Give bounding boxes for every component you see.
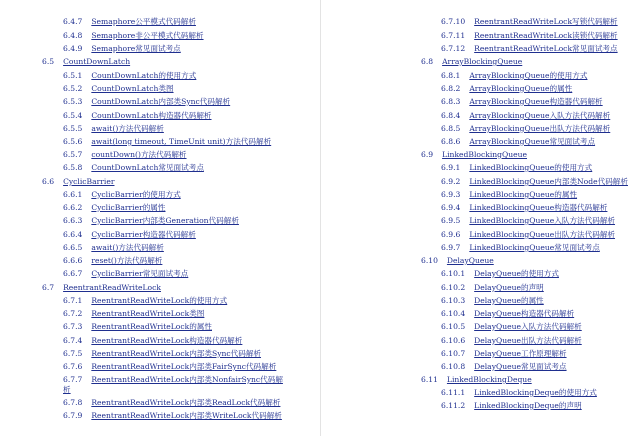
toc-entry-6-6-7[interactable]: 6.6.7 CyclicBarrier常见面试考点	[63, 269, 189, 278]
toc-entry-6-10-6[interactable]: 6.10.6 DelayQueue出队方法代码解析	[441, 336, 582, 345]
toc-entry-6-7-5[interactable]: 6.7.5 ReentrantReadWriteLock内部类Sync代码解析	[63, 349, 262, 358]
toc-entry-6-9-2[interactable]: 6.9.2 LinkedBlockingQueue内部类Node代码解析	[441, 177, 628, 186]
toc-entry-6-10-3[interactable]: 6.10.3 DelayQueue的属性	[441, 296, 544, 305]
toc-entry-6-10-8[interactable]: 6.10.8 DelayQueue常见面试考点	[441, 362, 567, 371]
toc-entry-6-10-1[interactable]: 6.10.1 DelayQueue的使用方式	[441, 269, 559, 278]
toc-entry-6-9-3[interactable]: 6.9.3 LinkedBlockingQueue的属性	[441, 190, 578, 199]
toc-entry-6-5[interactable]: 6.5 CountDownLatch	[42, 57, 131, 66]
toc-entry-6-7-10[interactable]: 6.7.10 ReentrantReadWriteLock写锁代码解析	[441, 17, 618, 26]
toc-entry-6-6-3[interactable]: 6.6.3 CyclicBarrier内部类Generation代码解析	[63, 216, 239, 225]
toc-entry-6-8[interactable]: 6.8 ArrayBlockingQueue	[421, 57, 523, 66]
toc-entry-6-9[interactable]: 6.9 LinkedBlockingQueue	[421, 150, 528, 159]
toc-entry-6-10[interactable]: 6.10 DelayQueue	[421, 256, 494, 265]
toc-entry-6-8-5[interactable]: 6.8.5 ArrayBlockingQueue出队方法代码解析	[441, 124, 611, 133]
toc-entry-6-5-2[interactable]: 6.5.2 CountDownLatch类图	[63, 84, 174, 93]
toc-entry-6-9-5[interactable]: 6.9.5 LinkedBlockingQueue入队方法代码解析	[441, 216, 616, 225]
toc-entry-6-9-4[interactable]: 6.9.4 LinkedBlockingQueue构造器代码解析	[441, 203, 608, 212]
toc-entry-6-7-12[interactable]: 6.7.12 ReentrantReadWriteLock常见面试考点	[441, 44, 618, 53]
toc-entry-6-6[interactable]: 6.6 CyclicBarrier	[42, 177, 115, 186]
toc-entry-6-7-6[interactable]: 6.7.6 ReentrantReadWriteLock内部类FairSync代码解析	[63, 362, 277, 371]
toc-entry-6-11-2[interactable]: 6.11.2 LinkedBlockingDeque的声明	[441, 401, 582, 410]
toc-entry-6-5-4[interactable]: 6.5.4 CountDownLatch构造器代码解析	[63, 111, 212, 120]
toc-entry-6-9-6[interactable]: 6.9.6 LinkedBlockingQueue出队方法代码解析	[441, 230, 616, 239]
toc-entry-6-10-4[interactable]: 6.10.4 DelayQueue构造器代码解析	[441, 309, 575, 318]
toc-entry-6-5-8[interactable]: 6.5.8 CountDownLatch常见面试考点	[63, 163, 204, 172]
toc-entry-6-4-7[interactable]: 6.4.7 Semaphore公平模式代码解析	[63, 17, 196, 26]
toc-entry-6-5-3[interactable]: 6.5.3 CountDownLatch内部类Sync代码解析	[63, 97, 231, 106]
toc-entry-6-7-3[interactable]: 6.7.3 ReentrantReadWriteLock的属性	[63, 322, 212, 331]
toc-entry-6-5-7[interactable]: 6.5.7 countDown()方法代码解析	[63, 150, 187, 159]
toc-entry-6-7-1[interactable]: 6.7.1 ReentrantReadWriteLock的使用方式	[63, 296, 228, 305]
toc-entry-6-4-9[interactable]: 6.4.9 Semaphore常见面试考点	[63, 44, 181, 53]
toc-entry-6-10-5[interactable]: 6.10.5 DelayQueue入队方法代码解析	[441, 322, 582, 331]
toc-entry-6-8-3[interactable]: 6.8.3 ArrayBlockingQueue构造器代码解析	[441, 97, 603, 106]
toc-entry-6-5-5[interactable]: 6.5.5 await()方法代码解析	[63, 124, 164, 133]
toc-entry-6-7-4[interactable]: 6.7.4 ReentrantReadWriteLock构造器代码解析	[63, 336, 243, 345]
toc-entry-6-8-2[interactable]: 6.8.2 ArrayBlockingQueue的属性	[441, 84, 573, 93]
toc-entry-6-7[interactable]: 6.7 ReentrantReadWriteLock	[42, 283, 161, 292]
toc-entry-6-5-1[interactable]: 6.5.1 CountDownLatch的使用方式	[63, 71, 197, 80]
toc-entry-6-8-1[interactable]: 6.8.1 ArrayBlockingQueue的使用方式	[441, 71, 588, 80]
toc-entry-6-6-4[interactable]: 6.6.4 CyclicBarrier构造器代码解析	[63, 230, 196, 239]
toc-entry-6-11[interactable]: 6.11 LinkedBlockingDeque	[421, 375, 532, 384]
toc-entry-6-4-8[interactable]: 6.4.8 Semaphore非公平模式代码解析	[63, 31, 204, 40]
toc-entry-6-10-2[interactable]: 6.10.2 DelayQueue的声明	[441, 283, 544, 292]
toc-entry-6-7-2[interactable]: 6.7.2 ReentrantReadWriteLock类图	[63, 309, 205, 318]
toc-entry-6-6-2[interactable]: 6.6.2 CyclicBarrier的属性	[63, 203, 166, 212]
toc-entry-6-7-8[interactable]: 6.7.8 ReentrantReadWriteLock内部类ReadLock代码解析	[63, 398, 281, 407]
toc-entry-6-6-1[interactable]: 6.6.1 CyclicBarrier的使用方式	[63, 190, 181, 199]
toc-entry-6-8-6[interactable]: 6.8.6 ArrayBlockingQueue常见面试考点	[441, 137, 596, 146]
toc-entry-6-10-7[interactable]: 6.10.7 DelayQueue工作原理解析	[441, 349, 567, 358]
toc-entry-6-6-6[interactable]: 6.6.6 reset()方法代码解析	[63, 256, 163, 265]
toc-entry-6-7-11[interactable]: 6.7.11 ReentrantReadWriteLock读锁代码解析	[441, 31, 618, 40]
toc-entry-6-9-1[interactable]: 6.9.1 LinkedBlockingQueue的使用方式	[441, 163, 593, 172]
column-divider	[320, 0, 321, 436]
toc-entry-6-5-6[interactable]: 6.5.6 await(long timeout, TimeUnit unit)方法代码解析	[63, 137, 272, 146]
toc-entry-6-8-4[interactable]: 6.8.4 ArrayBlockingQueue入队方法代码解析	[441, 111, 611, 120]
toc-entry-6-11-1[interactable]: 6.11.1 LinkedBlockingDeque的使用方式	[441, 388, 597, 397]
toc-entry-6-9-7[interactable]: 6.9.7 LinkedBlockingQueue常见面试考点	[441, 243, 600, 252]
toc-entry-6-6-5[interactable]: 6.6.5 await()方法代码解析	[63, 243, 164, 252]
toc-entry-6-7-9[interactable]: 6.7.9 ReentrantReadWriteLock内部类WriteLock代码解析	[63, 411, 282, 420]
toc-entry-6-7-7[interactable]: 6.7.7 ReentrantReadWriteLock内部类NonfairSync代码解析	[63, 375, 283, 394]
